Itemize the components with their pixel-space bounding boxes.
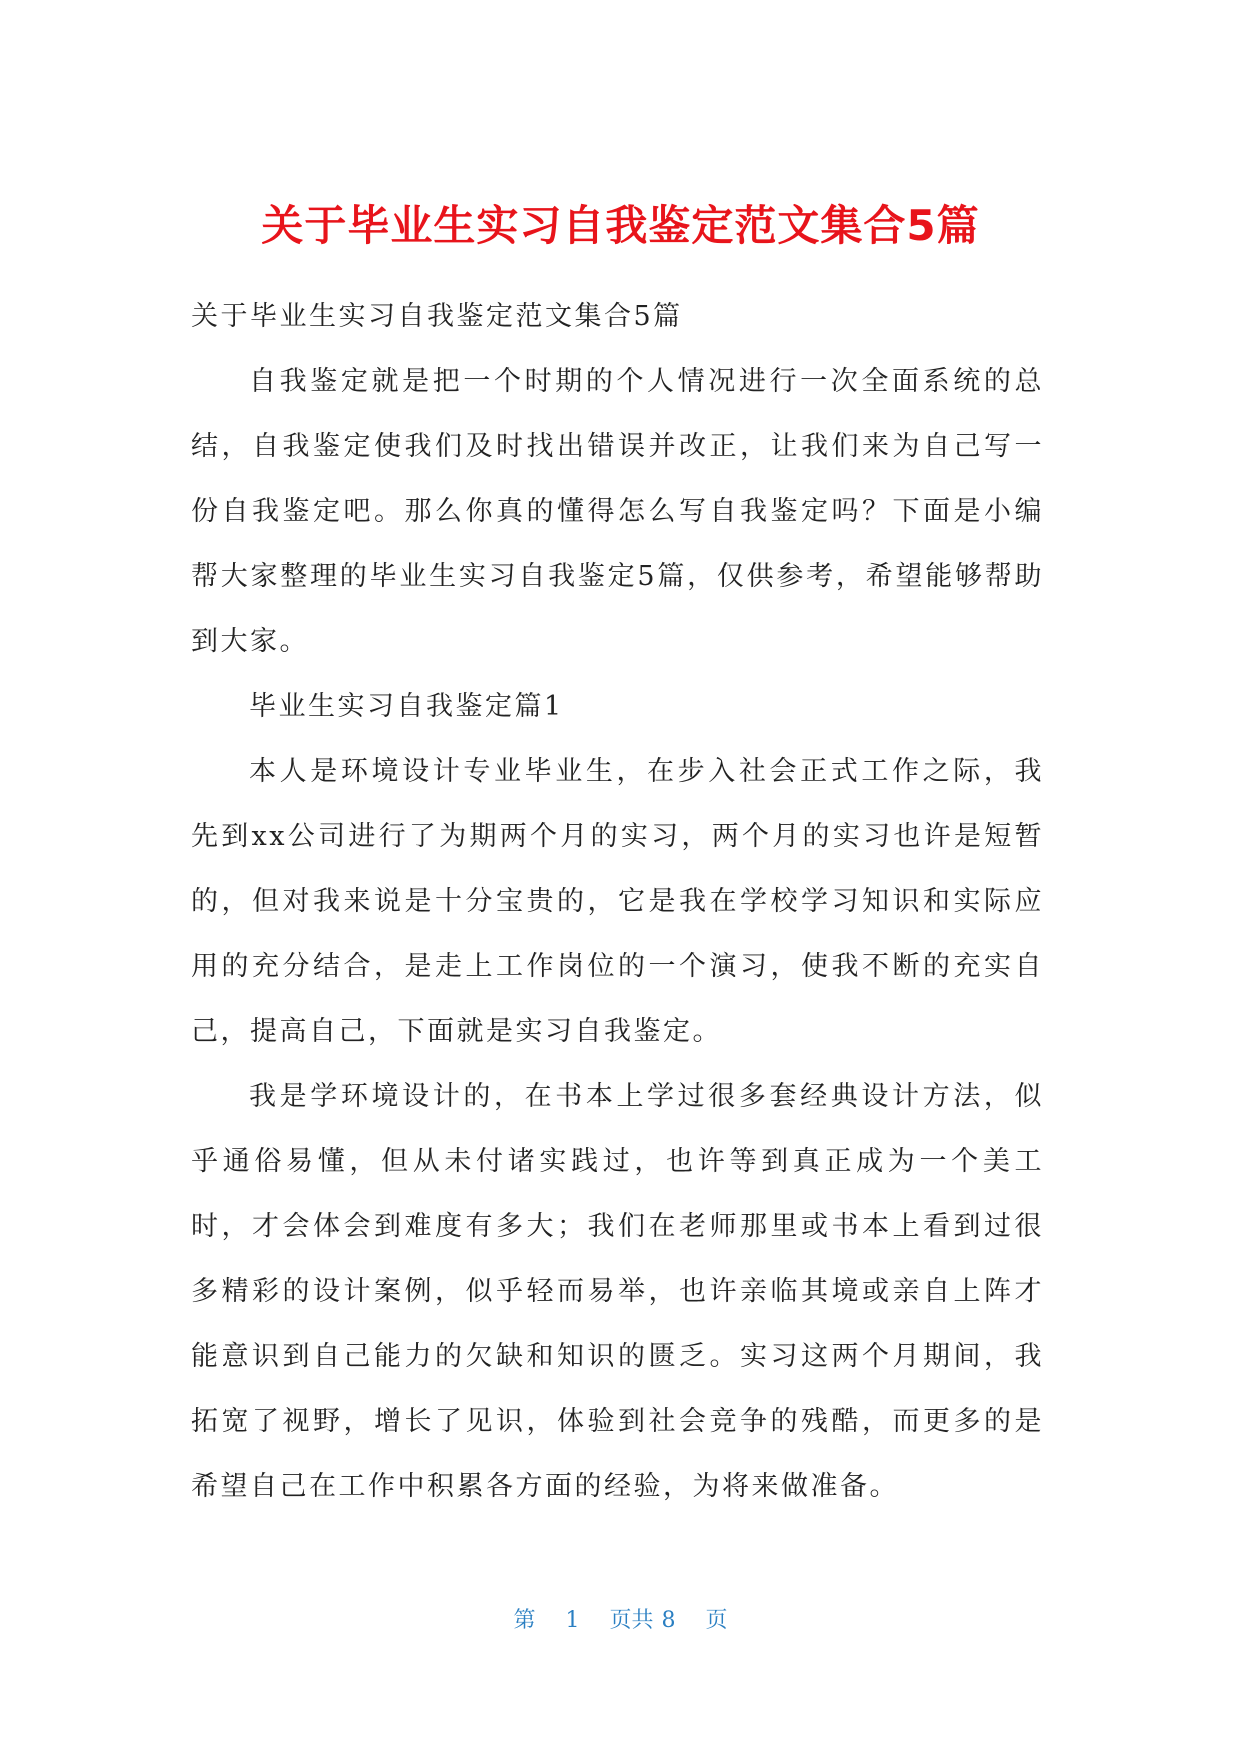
paragraph-section-heading: 毕业生实习自我鉴定篇1 [249, 691, 564, 722]
paragraph-subtitle: 关于毕业生实习自我鉴定范文集合5篇 [191, 301, 683, 332]
footer-suffix: 页 [705, 1608, 728, 1633]
footer-current-page: 1 [565, 1608, 580, 1633]
footer-prefix: 第 [513, 1608, 536, 1633]
footer-middle: 页共 [609, 1608, 654, 1633]
paragraph-body-1: 本人是环境设计专业毕业生，在步入社会正式工作之际，我先到xx公司进行了为期两个月的实习，两个月的实习也许是短暂的，但对我来说是十分宝贵的，它是我在学校学习知识和实际应用的充分结合，是走上工作岗位的一个演习，使我不断的充实自己，提高自己，下面就是实习自我鉴定。 [191, 756, 1044, 1047]
paragraph-body-2: 我是学环境设计的，在书本上学过很多套经典设计方法，似乎通俗易懂，但从未付诸实践过，也许等到真正成为一个美工时，才会体会到难度有多大；我们在老师那里或书本上看到过很多精彩的设计案例，似乎轻而易举，也许亲临其境或亲自上阵才能意识到自己能力的欠缺和知识的匮乏。实习这两个月期间，我拓宽了视野，增长了见识，体验到社会竞争的残酷，而更多的是希望自己在工作中积累各方面的经验，为将来做准备。 [191, 1081, 1044, 1502]
document-title: 关于毕业生实习自我鉴定范文集合5篇 [261, 201, 980, 250]
page-footer [0, 1606, 1241, 1636]
paragraph-intro: 自我鉴定就是把一个时期的个人情况进行一次全面系统的总结，自我鉴定使我们及时找出错误并改正，让我们来为自己写一份自我鉴定吧。那么你真的懂得怎么写自我鉴定吗？下面是小编帮大家整理的毕业生实习自我鉴定5篇，仅供参考，希望能够帮助到大家。 [191, 366, 1044, 657]
footer-total-pages: 8 [661, 1608, 676, 1633]
document-body [191, 284, 1044, 1519]
